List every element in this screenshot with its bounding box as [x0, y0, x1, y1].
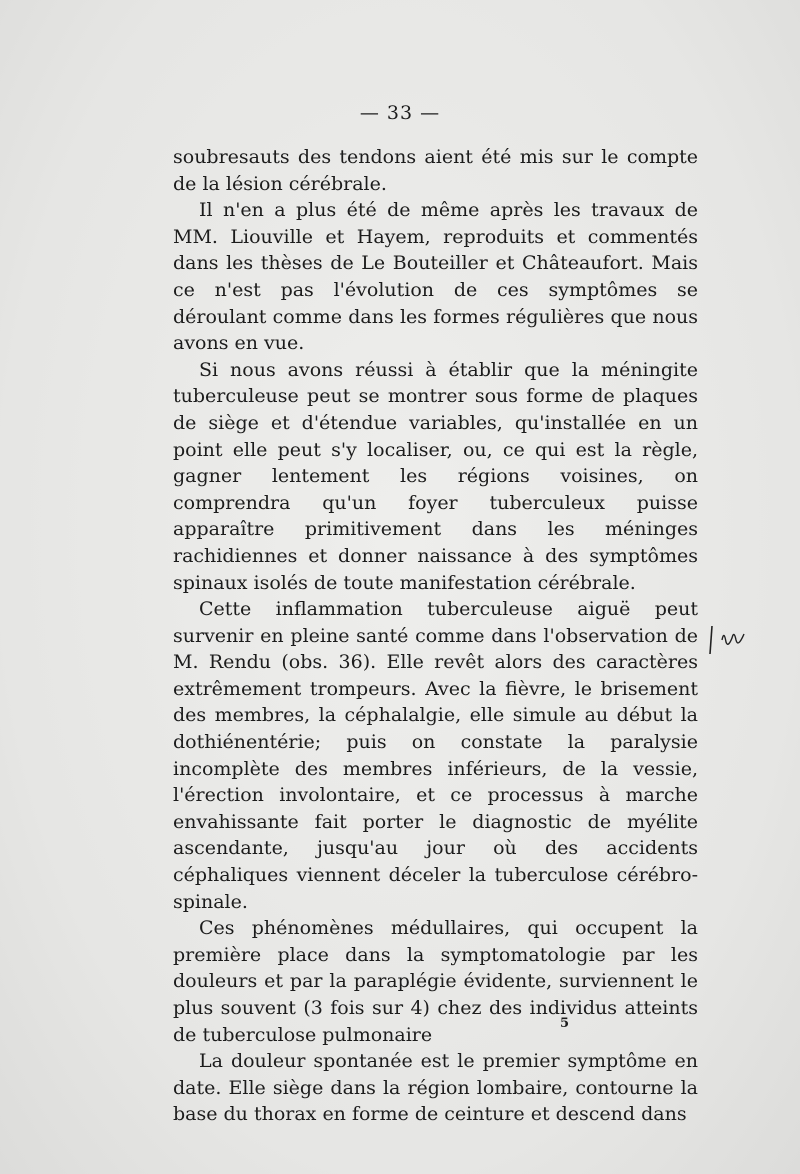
paragraph: Cette inflammation tuberculeuse aiguë peut survenir en pleine santé comme dans l'observation de M. Rendu (obs. 36). Elle revêt alors des caractères extrêmement trompeurs. Avec la fièvre, le brisement des membres, la céphalalgie, elle simule au début la dothiénentérie; puis on constate la paralysie incomplète des membres inférieurs, de la vessie, l'érection involontaire, et ce processus à marche envahissante fait porter le diagnostic de myélite ascendante, jusqu'au jour où des accidents céphaliques viennent déceler la tuberculose cérébro-spinale.	[173, 598, 698, 913]
paragraph: Ces phénomènes médullaires, qui occupent la première place dans la symptomatologie par les douleurs et par la paraplégie évidente, surviennent le plus souvent (3 fois sur 4) chez des individus atteints de tuberculose pulmonaire	[173, 917, 698, 1046]
paragraph: soubresauts des tendons aient été mis sur le compte de la lésion cérébrale.	[173, 146, 698, 195]
paragraph: La douleur spontanée est le premier symptôme en date. Elle siège dans la région lombaire, contourne la base du thorax en forme de ceinture et descend dans	[173, 1050, 698, 1126]
handwritten-margin-note-icon	[708, 620, 768, 660]
paragraph: Si nous avons réussi à établir que la méningite tuberculeuse peut se montrer sous forme de plaques de siège et d'étendue variables, qu'installée en un point elle peut s'y localiser, ou, ce qui est la règle, gagner lentement les régions voisines, on comprendra qu'un foyer tuberculeux puisse apparaître primitivement dans les méninges rachidiennes et donner naissance à des symptômes spinaux isolés de toute manifestation cérébrale.	[173, 358, 698, 594]
paragraph: Il n'en a plus été de même après les travaux de MM. Liouville et Hayem, reproduits et commentés dans les thèses de Le Bouteiller et Châteaufort. Mais ce n'est pas l'évolution de ces symptômes se déroulant comme dans les formes régulières que nous avons en vue.	[173, 199, 698, 355]
body-text	[173, 144, 698, 1128]
signature-mark: 5	[560, 1016, 570, 1031]
page-number: — 33 —	[359, 102, 441, 124]
